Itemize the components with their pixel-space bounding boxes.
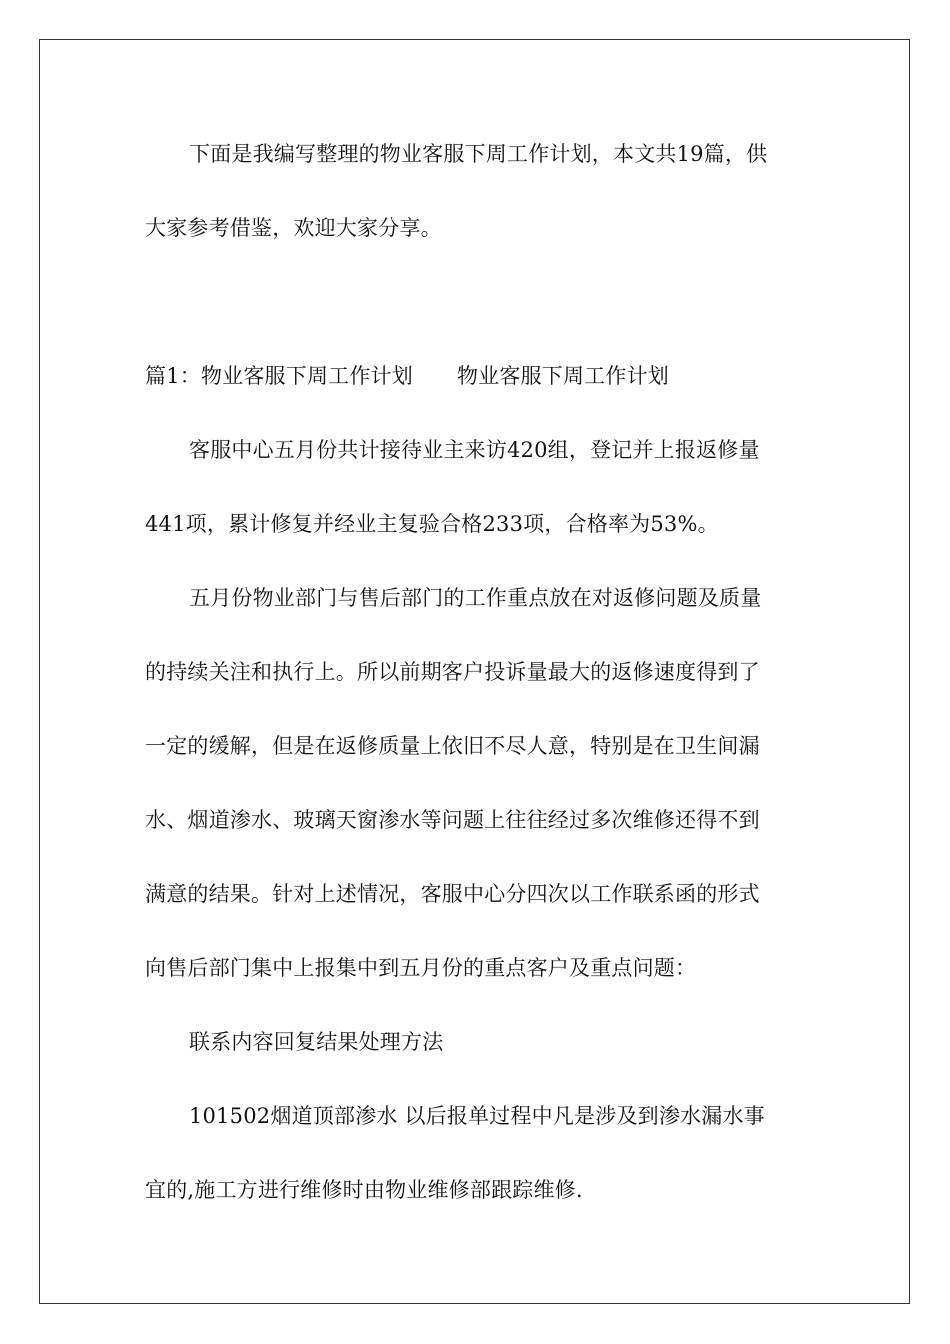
intro-line-1: 下面是我编写整理的物业客服下周工作计划，本文共19篇，供 [189,142,768,166]
paragraph3-line-2: 宜的,施工方进行维修时由物业维修部跟踪维修. [145,1178,583,1202]
paragraph2-line-5: 满意的结果。针对上述情况，客服中心分四次以工作联系函的形式 [145,882,760,906]
chapter-title: 物业客服下周工作计划 [456,364,669,388]
paragraph3-line-1: 101502烟道顶部渗水 以后报单过程中凡是涉及到渗水漏水事 [189,1104,765,1128]
paragraph2-line-2: 的持续关注和执行上。所以前期客户投诉量最大的返修速度得到了 [145,660,760,684]
intro-line-2: 大家参考借鉴，欢迎大家分享。 [145,216,442,240]
table-header-line: 联系内容回复结果处理方法 [189,1030,444,1054]
paragraph1-line-1: 客服中心五月份共计接待业主来访420组，登记并上报返修量 [189,438,760,462]
paragraph1-line-2: 441项，累计修复并经业主复验合格233项，合格率为53%。 [145,512,719,536]
paragraph2-line-1: 五月份物业部门与售后部门的工作重点放在对返修问题及质量 [189,586,762,610]
chapter-heading [145,362,815,390]
paragraph2-line-3: 一定的缓解，但是在返修质量上依旧不尽人意，特别是在卫生间漏 [145,734,760,758]
paragraph2-line-4: 水、烟道渗水、玻璃天窗渗水等问题上往往经过多次维修还得不到 [145,808,760,832]
paragraph2-line-6: 向售后部门集中上报集中到五月份的重点客户及重点问题： [145,956,697,980]
chapter-label: 篇1：物业客服下周工作计划 [145,364,413,388]
